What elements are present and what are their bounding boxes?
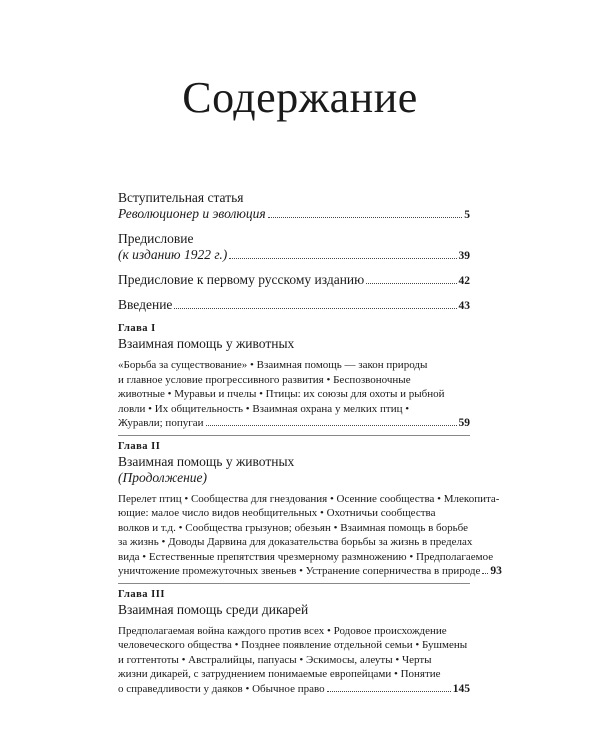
summary-line: за жизнь • Доводы Дарвина для доказательства борьбы за жизнь в пределах — [118, 536, 473, 548]
leader-dots — [366, 283, 456, 284]
summary-line: животные • Муравьи и пчелы • Птицы: их союзы для охоты и рыбной — [118, 388, 445, 400]
entry-heading: Введение — [118, 297, 173, 312]
leader-dots — [206, 425, 457, 426]
entry-row — [118, 247, 470, 264]
summary-line: Перелет птиц • Сообщества для гнездования • Осенние сообщества • Млекопита- — [118, 492, 500, 505]
leader-dots — [268, 217, 463, 218]
page-title: Содержание — [182, 73, 418, 122]
summary-line: вида • Естественные препятствия чрезмерному размножению • Предполагаемое — [118, 550, 494, 563]
entry-heading: Вступительная статья — [118, 190, 244, 205]
entry-subtitle: Революционер и эволюция — [118, 206, 266, 221]
leader-dots — [327, 691, 451, 692]
summary-line: «Борьба за существование» • Взаимная помощь — закон природы — [118, 359, 428, 371]
summary-line: волков и т.д. • Сообщества грызунов; обезьян • Взаимная помощь в борьбе — [118, 521, 468, 534]
page-number: 39 — [458, 250, 470, 262]
entry-row — [118, 297, 470, 314]
summary-line: человеческого общества • Позднее появление отдельной семьи • Бушмены — [118, 639, 468, 651]
chapter-label: Глава III — [118, 588, 165, 600]
toc-entry-preface-ru[interactable] — [118, 272, 470, 289]
summary-line: ловли • Их общительность • Взаимная охрана у мелких птиц • — [118, 402, 410, 415]
table-of-contents — [118, 190, 502, 700]
chapter-title: Взаимная помощь у животных — [118, 453, 295, 469]
toc-entry-preface[interactable] — [118, 231, 470, 264]
entry-row — [118, 206, 470, 223]
chapter-summary — [118, 358, 470, 431]
chapter-divider — [118, 583, 470, 584]
entry-subtitle: (к изданию 1922 г.) — [118, 247, 228, 262]
toc-entry-introduction[interactable] — [118, 297, 470, 314]
summary-line: Предполагаемая война каждого против всех • Родовое происхождение — [118, 624, 447, 637]
chapter-summary — [118, 624, 470, 697]
entry-heading: Предисловие к первому русскому изданию — [118, 272, 365, 287]
entry-row — [118, 416, 470, 431]
summary-line: и главное условие прогрессивного развития • Беспозвоночные — [118, 373, 411, 386]
entry-row — [118, 682, 470, 697]
summary-line: Журавли; попугаи — [118, 417, 204, 429]
leader-dots — [229, 258, 456, 259]
page-number: 93 — [490, 565, 502, 577]
chapter-label: Глава I — [118, 323, 156, 334]
chapter-title: Взаимная помощь у животных — [118, 336, 295, 351]
chapter-label: Глава II — [118, 440, 161, 452]
summary-line: жизни дикарей, с затруднением понимаемые европейцами • Понятие — [118, 668, 441, 680]
chapter-divider — [118, 435, 470, 436]
toc-entry-intro-article[interactable] — [118, 190, 470, 223]
toc-chapter-2[interactable] — [118, 440, 502, 584]
entry-row — [118, 564, 502, 579]
toc-chapter-3[interactable] — [118, 588, 470, 697]
chapter-subtitle: (Продолжение) — [118, 469, 208, 485]
summary-line: о справедливости у даяков • Обычное право — [118, 682, 325, 695]
summary-line: и готтентоты • Австралийцы, папуасы • Эскимосы, алеуты • Черты — [118, 653, 432, 666]
entry-heading: Предисловие — [118, 231, 194, 246]
page-number: 42 — [458, 275, 470, 287]
page-number: 43 — [458, 300, 470, 312]
chapter-title: Взаимная помощь среди дикарей — [118, 601, 309, 617]
summary-line: ющие: малое число видов необщительных • Охотничьи сообщества — [118, 507, 436, 519]
leader-dots — [482, 573, 488, 574]
entry-row — [118, 272, 470, 289]
toc-chapter-1[interactable] — [118, 322, 470, 436]
page-number: 59 — [458, 417, 470, 429]
summary-line: уничтожение промежуточных звеньев • Устранение соперничества в природе — [118, 565, 481, 577]
leader-dots — [174, 308, 456, 309]
chapter-summary — [118, 492, 502, 579]
page-number: 5 — [464, 209, 470, 221]
page-number: 145 — [452, 682, 470, 695]
